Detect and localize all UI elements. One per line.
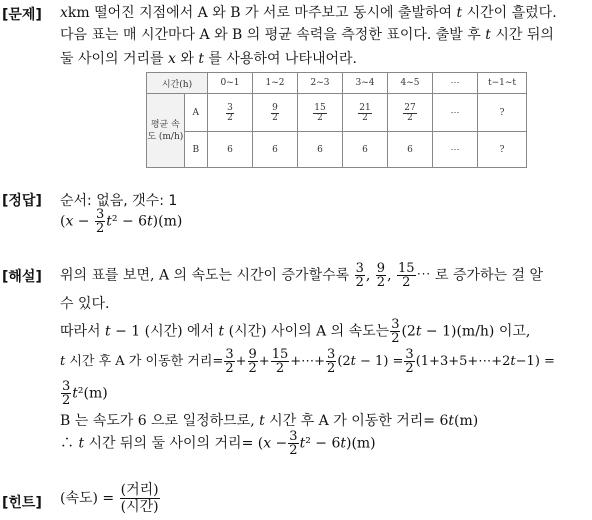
- table-row-b-label: B: [184, 132, 207, 168]
- explain-line-5: $\frac{3}{2}$ 𝑡²(m): [62, 379, 108, 408]
- explain-line-4: 𝑡 시간 후 A 가 이동한 거리= $\frac{3}{2}$ + $\frac{9}{2}$ + $\frac{15}{2}$ +⋯+ $\frac{3}{2}$ (2𝑡 − 1) = $\frac{3}{2}$ (1+3+5+⋯+2𝑡−1) =: [60, 347, 555, 376]
- hint-formula: (속도) = $\frac{\text{(거리)}}{\text{(시간)}}$: [60, 482, 159, 515]
- table-a-4: $\frac{21}{2}$: [343, 94, 388, 132]
- table-b-7: ?: [478, 132, 527, 168]
- problem-line-3: 둘 사이의 거리를 𝑥 와 𝑡 를 사용하여 나타내어라.: [60, 51, 358, 67]
- explain-line-7: ∴ 𝑡 시간 뒤의 둘 사이의 거리= (𝑥 − $\frac{3}{2}$ 𝑡² − 6𝑡)(m): [60, 429, 376, 458]
- table-a-6: ⋯: [433, 94, 478, 132]
- fraction: $\frac{3}{2}$: [96, 207, 105, 236]
- table-a-5: $\frac{27}{2}$: [388, 94, 433, 132]
- explain-line-3: 따라서 𝑡 − 1 (시간) 에서 𝑡 (시간) 사이의 A 의 속도는 $\frac{3}{2}$ (2𝑡 − 1)(m/h) 이고,: [60, 317, 531, 346]
- explain-line-1: 위의 표를 보면, A 의 속도는 시간이 증가할수록 $\frac{3}{2}$ , $\frac{9}{2}$ , $\frac{15}{2}$ ⋯ 로 증가하는 걸 알: [60, 261, 544, 290]
- table-b-4: 6: [343, 132, 388, 168]
- problem-line-2: 다음 표는 매 시간마다 A 와 B 의 평균 속력을 측정한 표이다. 출발 후 𝑡 시간 뒤의: [60, 27, 554, 43]
- answer-line-1: 순서: 없음, 갯수: 1: [60, 193, 178, 209]
- explain-line-2: 수 있다.: [60, 296, 110, 312]
- table-col-7: t−1~t: [478, 73, 527, 94]
- explain-line-6: B 는 속도가 6 으로 일정하므로, 𝑡 시간 후 A 가 이동한 거리= 6𝑡(m): [60, 413, 479, 429]
- table-b-6: ⋯: [433, 132, 478, 168]
- table-b-5: 6: [388, 132, 433, 168]
- label-answer: [정답]: [2, 193, 42, 209]
- answer-expression: [60, 208, 182, 235]
- problem-line-1: 𝑥km 떨어진 지점에서 A 와 B 가 서로 마주보고 동시에 출발하여 𝑡 시간이 흘렀다.: [60, 5, 557, 21]
- table-col-6: ⋯: [433, 73, 478, 94]
- label-hint: [힌트]: [2, 495, 42, 511]
- table-col-5: 4~5: [388, 73, 433, 94]
- label-problem: [문제]: [2, 7, 42, 23]
- table-a-7: ?: [478, 94, 527, 132]
- label-explain: [해설]: [2, 269, 42, 285]
- answer-expr-pre: (𝑥 −: [60, 213, 94, 230]
- table-a-3: $\frac{15}{2}$: [298, 94, 343, 132]
- table-b-2: 6: [253, 132, 298, 168]
- table-a-1: $\frac{3}{2}$: [208, 94, 253, 132]
- table-col-4: 3~4: [343, 73, 388, 94]
- table-row-a-label: A: [184, 94, 207, 132]
- table-col-2: 1~2: [253, 73, 298, 94]
- table-row-group-label: 평균 속도 (m/h): [147, 94, 185, 168]
- table-col-1: 0~1: [208, 73, 253, 94]
- table-b-1: 6: [208, 132, 253, 168]
- answer-expr-post: 𝑡² − 6𝑡)(m): [106, 213, 183, 230]
- table-header-label: 시간(h): [147, 73, 208, 94]
- table-col-3: 2~3: [298, 73, 343, 94]
- speed-table: [146, 72, 527, 168]
- table-a-2: $\frac{9}{2}$: [253, 94, 298, 132]
- table-b-3: 6: [298, 132, 343, 168]
